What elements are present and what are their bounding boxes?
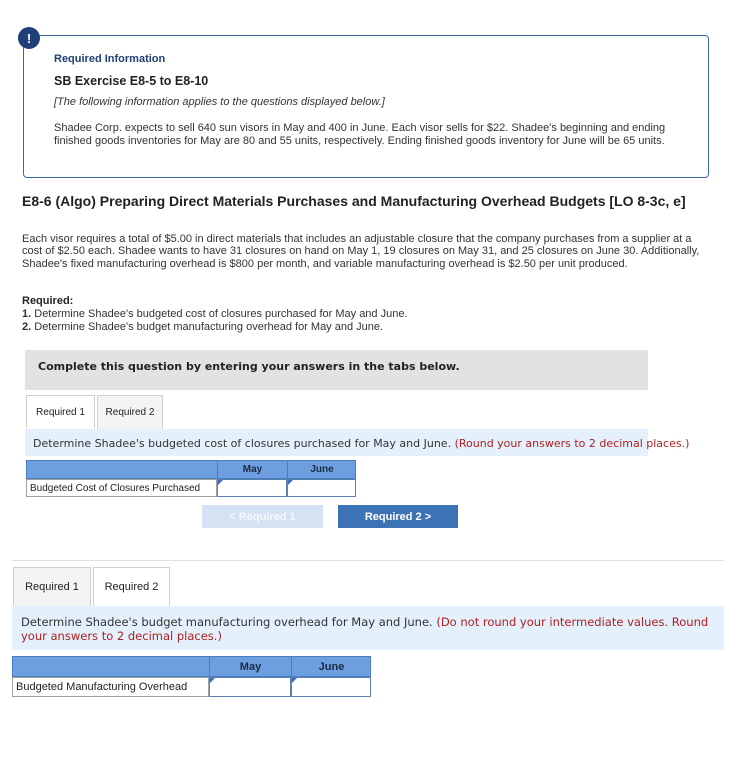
problem-text: Each visor requires a total of $5.00 in direct materials that includes an adjustable closure that the company purchases from a supplier at a cost of $2.50 each. Shadee wants to have 31 closures on hand on May 1, 19 closures on May 31, and 25 closures on June 30. Additionally, Shadee's fixed manufacturing overhead is $800 per month, and variable manufacturing overhead is $2.50 per unit produced. — [22, 233, 700, 270]
requirement-2-text: Determine Shadee's budget manufacturing overhead for May and June. — [31, 321, 384, 333]
column-header-june: June — [287, 460, 356, 479]
input-overhead-june[interactable] — [291, 677, 371, 697]
column-header-may-second: May — [209, 656, 291, 677]
requirement-1-number: 1. — [22, 308, 32, 320]
tab-required-2[interactable]: Required 2 — [97, 395, 163, 429]
instruction-main: Determine Shadee's budgeted cost of closures purchased for May and June. — [33, 437, 455, 450]
instruction-rounding-note: (Round your answers to 2 decimal places.) — [454, 437, 690, 450]
exercise-title: E8-6 (Algo) Preparing Direct Materials Purchases and Manufacturing Overhead Budgets [LO 8-3c, e] — [22, 193, 686, 209]
row-label-manufacturing-overhead: Budgeted Manufacturing Overhead — [12, 677, 209, 697]
instruction-rounding-note-second: (Do not round your intermediate values. Round your answers to 2 decimal places.) — [21, 615, 709, 643]
previous-required-1-button[interactable]: < Required 1 — [202, 505, 323, 528]
requirement-2 — [22, 321, 383, 333]
input-closures-june[interactable] — [287, 479, 356, 497]
alert-icon: ! — [18, 27, 40, 49]
info-note: [The following information applies to the questions displayed below.] — [54, 96, 385, 108]
info-heading: Required Information — [54, 53, 166, 65]
requirement-1 — [22, 308, 408, 320]
column-header-may: May — [217, 460, 287, 479]
section-divider — [12, 560, 724, 561]
instruction-text — [33, 437, 689, 450]
input-overhead-may[interactable] — [209, 677, 291, 697]
input-closures-may[interactable] — [217, 479, 287, 497]
requirement-2-number: 2. — [22, 321, 32, 333]
info-subtitle: SB Exercise E8-5 to E8-10 — [54, 74, 209, 88]
requirement-1-text: Determine Shadee's budgeted cost of closures purchased for May and June. — [31, 308, 408, 320]
row-label-closures-cost: Budgeted Cost of Closures Purchased — [26, 479, 217, 497]
info-body: Shadee Corp. expects to sell 640 sun visors in May and 400 in June. Each visor sells for $22. Shadee's beginning and ending finished goods inventories for May are 80 and 55 units, respectively. Ending finished goods inventory for June will be 65 units. — [54, 122, 666, 147]
tab-required-1-second[interactable]: Required 1 — [13, 567, 91, 606]
instruction-main-second: Determine Shadee's budget manufacturing overhead for May and June. — [21, 615, 437, 629]
complete-question-text: Complete this question by entering your answers in the tabs below. — [38, 360, 460, 373]
tab-required-2-second[interactable]: Required 2 — [93, 567, 170, 607]
instruction-text-second — [21, 615, 711, 643]
column-header-june-second: June — [291, 656, 371, 677]
next-required-2-button[interactable]: Required 2 > — [338, 505, 458, 528]
tab-required-1[interactable]: Required 1 — [26, 395, 95, 429]
required-label: Required: — [22, 295, 74, 307]
